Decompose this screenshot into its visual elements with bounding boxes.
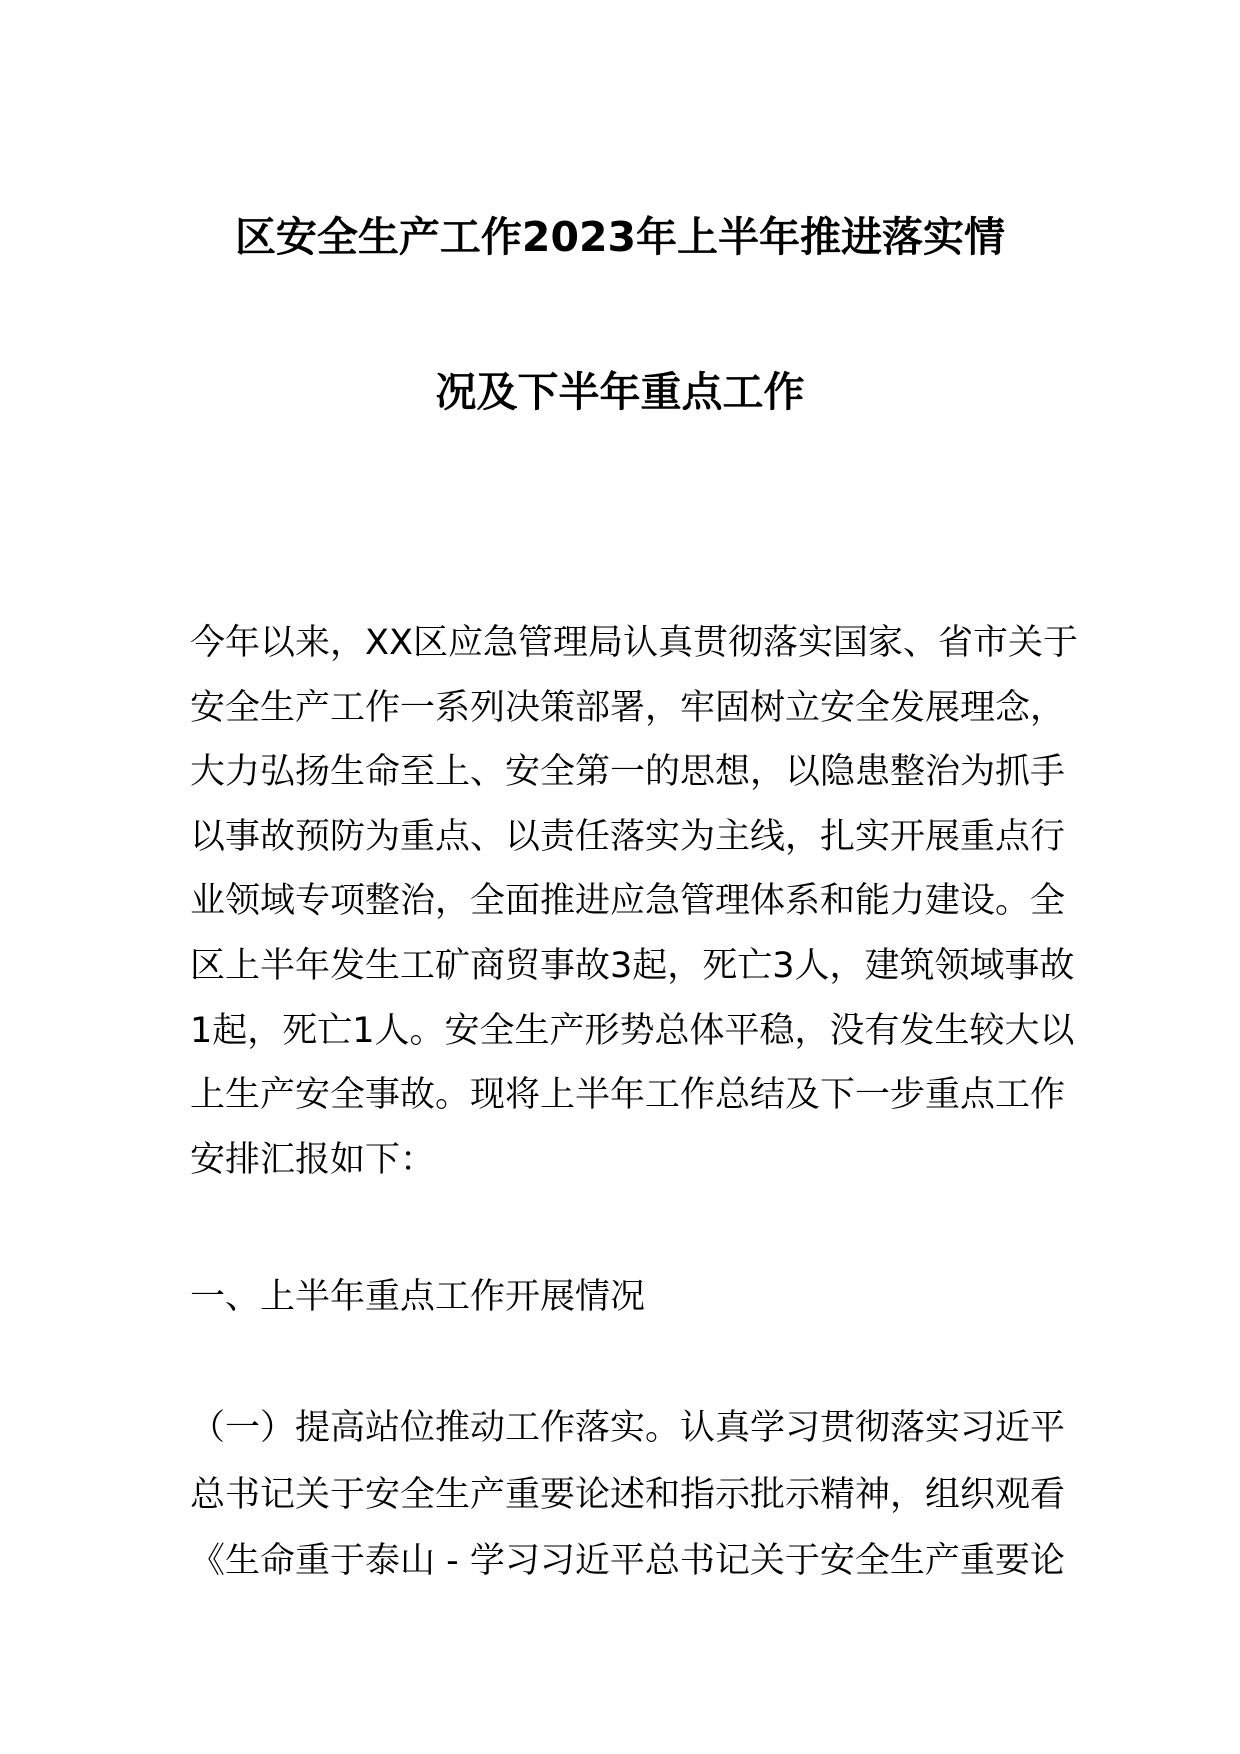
document-title-line-2: 况及下半年重点工作 <box>435 368 805 416</box>
document-title-line-1: 区安全生产工作2023年上半年推进落实情 <box>234 213 1006 261</box>
paragraph-line: 安排汇报如下： <box>190 1140 436 1180</box>
paragraph-line: 总书记关于安全生产重要论述和指示批示精神，组织观看 <box>190 1475 1066 1515</box>
paragraph-line: 今年以来，XX区应急管理局认真贯彻落实国家、省市关于 <box>190 623 1078 663</box>
paragraph-line: 业领域专项整治，全面推进应急管理体系和能力建设。全 <box>190 881 1066 921</box>
paragraph-line: 大力弘扬生命至上、安全第一的思想，以隐患整治为抓手 <box>190 752 1066 792</box>
paragraph-line: 《生命重于泰山 - 学习习近平总书记关于安全生产重要论 <box>190 1541 1065 1581</box>
paragraph-line: 1起，死亡1人。安全生产形势总体平稳，没有发生较大以 <box>190 1011 1075 1051</box>
paragraph-line: 安全生产工作一系列决策部署，牢固树立安全发展理念， <box>190 688 1066 728</box>
paragraph-line: 区上半年发生工矿商贸事故3起，死亡3人，建筑领域事故 <box>190 946 1075 986</box>
paragraph-line: 上生产安全事故。现将上半年工作总结及下一步重点工作 <box>190 1075 1066 1115</box>
paragraph-line: 以事故预防为重点、以责任落实为主线，扎实开展重点行 <box>190 817 1066 857</box>
paragraph-line: （一）提高站位推动工作落实。认真学习贯彻落实习近平 <box>190 1408 1066 1448</box>
section-heading: 一、上半年重点工作开展情况 <box>190 1277 646 1317</box>
